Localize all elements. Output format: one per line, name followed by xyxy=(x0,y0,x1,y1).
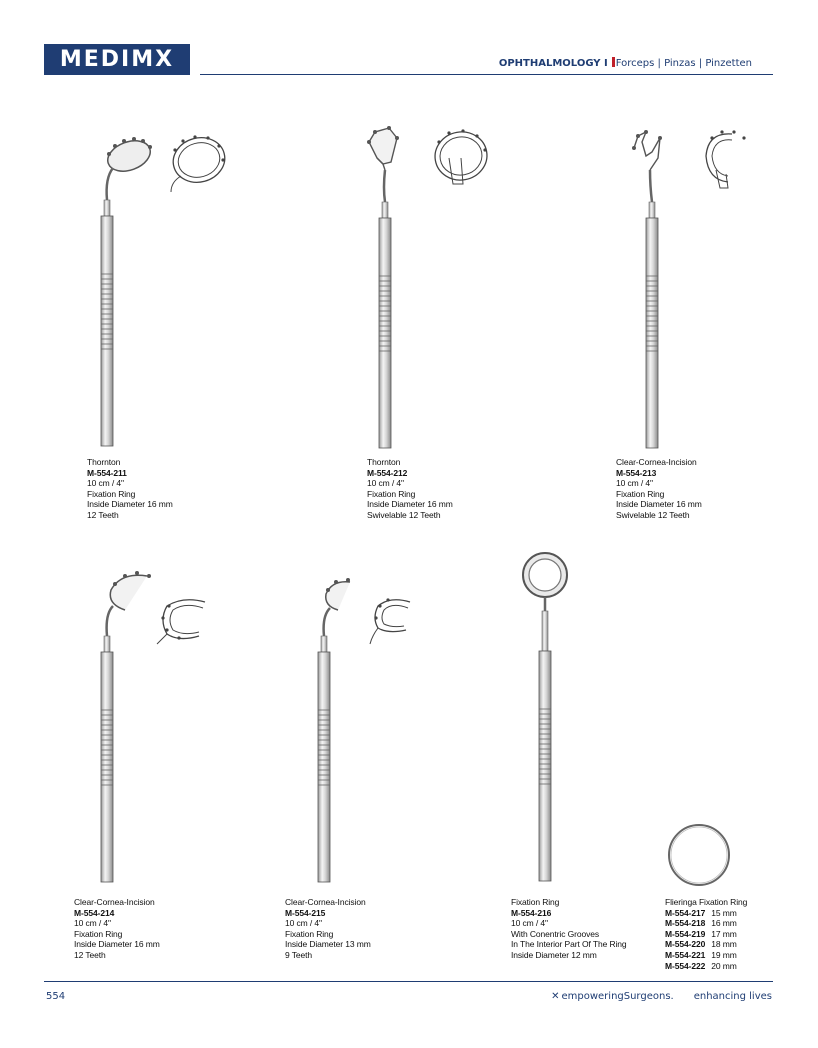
product-name: Flieringa Fixation Ring xyxy=(665,897,748,907)
size-row xyxy=(665,950,747,961)
product-caption-212 xyxy=(367,457,453,521)
footer-rule xyxy=(44,981,773,982)
product-caption-211 xyxy=(87,457,173,521)
product-code: M-554-216 xyxy=(511,907,552,918)
category-sub: Forceps | Pinzas | Pinzetten xyxy=(615,58,752,69)
footer-brand: empoweringSurgeons. xyxy=(561,991,674,1002)
size-row xyxy=(665,961,747,972)
brand-mark-icon: ✕ xyxy=(551,991,560,1002)
product-line: 10 cm / 4" xyxy=(616,478,653,489)
flieringa-caption xyxy=(665,897,747,971)
product-line: Swivelable 12 Teeth xyxy=(367,509,441,520)
page-number: 554 xyxy=(46,991,66,1002)
product-size: 19 mm xyxy=(711,949,737,960)
product-line: 10 cm / 4" xyxy=(285,918,322,929)
size-row xyxy=(665,908,747,919)
product-line: 12 Teeth xyxy=(74,949,106,960)
product-line: Fixation Ring xyxy=(87,488,136,499)
category-marker xyxy=(612,57,615,67)
product-size: 16 mm xyxy=(711,918,737,929)
footer-slogan: enhancing lives xyxy=(693,991,772,1002)
product-code: M-554-217 xyxy=(665,907,706,918)
product-line: Inside Diameter 16 mm xyxy=(616,499,702,510)
header-rule xyxy=(200,74,773,75)
product-code: M-554-214 xyxy=(74,907,115,918)
product-size: 18 mm xyxy=(711,939,737,950)
product-line: 10 cm / 4" xyxy=(87,478,124,489)
product-code: M-554-220 xyxy=(665,939,706,950)
product-line: 10 cm / 4" xyxy=(367,478,404,489)
clear-cornea-ring-215-image xyxy=(310,572,460,894)
product-name: Thornton xyxy=(367,457,401,467)
product-line: Inside Diameter 16 mm xyxy=(367,499,453,510)
product-line: 10 cm / 4" xyxy=(511,918,548,929)
category-main: OPHTHALMOLOGY I xyxy=(498,58,608,69)
fixation-ring-216-image xyxy=(515,545,595,895)
product-code: M-554-218 xyxy=(665,918,706,929)
product-name: Clear-Cornea-Incision xyxy=(74,897,155,907)
product-caption-214 xyxy=(74,897,160,961)
product-line: Inside Diameter 16 mm xyxy=(74,939,160,950)
product-size: 20 mm xyxy=(711,960,737,971)
product-caption-216 xyxy=(511,897,627,961)
thornton-ring-211-image xyxy=(95,120,245,455)
product-size: 15 mm xyxy=(711,907,737,918)
product-code: M-554-222 xyxy=(665,960,706,971)
product-name: Thornton xyxy=(87,457,121,467)
product-size: 17 mm xyxy=(711,928,737,939)
product-line: Fixation Ring xyxy=(285,928,334,939)
product-code: M-554-219 xyxy=(665,928,706,939)
product-line: Inside Diameter 13 mm xyxy=(285,939,371,950)
product-line: Fixation Ring xyxy=(74,928,123,939)
product-line: Swivelable 12 Teeth xyxy=(616,509,690,520)
footer-tagline xyxy=(551,991,772,1002)
product-line: 9 Teeth xyxy=(285,949,313,960)
flieringa-ring-image xyxy=(664,820,734,890)
product-line: In The Interior Part Of The Ring xyxy=(511,939,627,950)
product-code: M-554-215 xyxy=(285,907,326,918)
product-line: Fixation Ring xyxy=(616,488,665,499)
product-code: M-554-212 xyxy=(367,467,408,478)
product-code: M-554-211 xyxy=(87,467,127,478)
product-name: Clear-Cornea-Incision xyxy=(285,897,366,907)
product-line: 12 Teeth xyxy=(87,509,119,520)
clear-cornea-ring-214-image xyxy=(95,562,245,894)
product-line: Fixation Ring xyxy=(367,488,416,499)
size-row xyxy=(665,918,747,929)
product-caption-213 xyxy=(616,457,702,521)
size-row xyxy=(665,939,747,950)
product-name: Clear-Cornea-Incision xyxy=(616,457,697,467)
medimx-logo: MEDIMX xyxy=(44,44,190,75)
product-line: Inside Diameter 12 mm xyxy=(511,949,597,960)
product-code: M-554-221 xyxy=(665,949,706,960)
product-line: With Conentric Grooves xyxy=(511,928,600,939)
product-line: Inside Diameter 16 mm xyxy=(87,499,173,510)
clear-cornea-ring-213-image xyxy=(616,124,766,455)
product-line: 10 cm / 4" xyxy=(74,918,111,929)
product-name: Fixation Ring xyxy=(511,897,560,907)
thornton-ring-212-image xyxy=(355,118,505,455)
size-row xyxy=(665,929,747,940)
product-caption-215 xyxy=(285,897,371,961)
product-code: M-554-213 xyxy=(616,467,657,478)
category-breadcrumb xyxy=(499,57,752,69)
